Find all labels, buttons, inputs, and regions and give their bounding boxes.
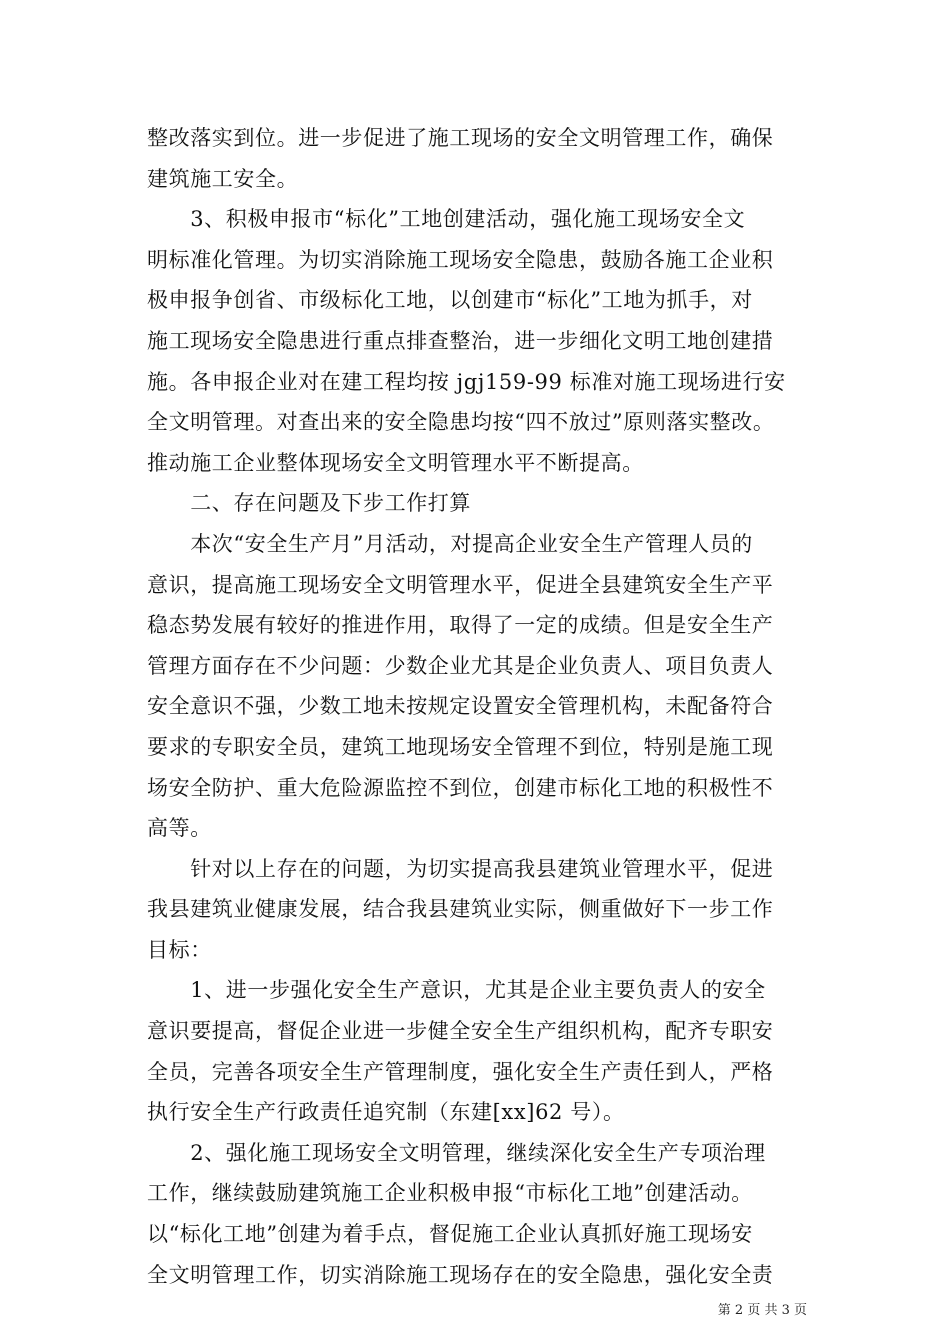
text-line: 施工现场安全隐患进行重点排查整治，进一步细化文明工地创建措 [147, 328, 774, 353]
text-line: 目标： [147, 937, 212, 962]
text-line: 高等。 [147, 816, 212, 841]
text-line: 要求的专职安全员，建筑工地现场安全管理不到位，特别是施工现 [147, 734, 774, 759]
text-line: 安全意识不强，少数工地未按规定设置安全管理机构，未配备符合 [147, 694, 774, 719]
text-line: 全文明管理工作，切实消除施工现场存在的安全隐患，强化安全责 [147, 1262, 774, 1287]
text-line: 3、积极申报市“标化”工地创建活动，强化施工现场安全文 [147, 207, 746, 232]
section-heading: 二、存在问题及下步工作打算 [147, 491, 471, 516]
text-line: 意识要提高，督促企业进一步健全安全生产组织机构，配齐专职安 [147, 1019, 774, 1044]
text-line: 工作，继续鼓励建筑施工企业积极申报“市标化工地”创建活动。 [147, 1181, 753, 1206]
text-line: 2、强化施工现场安全文明管理，继续深化安全生产专项治理 [147, 1140, 766, 1165]
text-line: 施。各申报企业对在建工程均按 jgj159-99 标准对施工现场进行安 [147, 369, 786, 394]
text-line: 全文明管理。对查出来的安全隐患均按“四不放过”原则落实整改。 [147, 410, 775, 435]
text-line: 执行安全生产行政责任追究制（东建[xx]62 号）。 [147, 1100, 625, 1125]
text-line: 管理方面存在不少问题：少数企业尤其是企业负责人、项目负责人 [147, 653, 774, 678]
text-line: 极申报争创省、市级标化工地，以创建市“标化”工地为抓手，对 [147, 288, 753, 313]
text-line: 本次“安全生产月”月活动，对提高企业安全生产管理人员的 [147, 531, 753, 556]
text-line: 全员，完善各项安全生产管理制度，强化安全生产责任到人，严格 [147, 1059, 774, 1084]
text-line: 1、进一步强化安全生产意识，尤其是企业主要负责人的安全 [147, 978, 766, 1003]
text-line: 明标准化管理。为切实消除施工现场安全隐患，鼓励各施工企业积 [147, 247, 774, 272]
text-line: 我县建筑业健康发展，结合我县建筑业实际，侧重做好下一步工作 [147, 897, 774, 922]
text-line: 建筑施工安全。 [147, 166, 299, 191]
text-line: 整改落实到位。进一步促进了施工现场的安全文明管理工作，确保 [147, 126, 774, 150]
text-line: 稳态势发展有较好的推进作用，取得了一定的成绩。但是安全生产 [147, 613, 774, 638]
text-line: 意识，提高施工现场安全文明管理水平，促进全县建筑安全生产平 [147, 572, 774, 597]
text-line: 针对以上存在的问题，为切实提高我县建筑业管理水平，促进 [147, 856, 774, 881]
text-line: 推动施工企业整体现场安全文明管理水平不断提高。 [147, 450, 644, 475]
body-text [147, 118, 807, 1295]
text-line: 以“标化工地”创建为着手点，督促施工企业认真抓好施工现场安 [147, 1222, 753, 1247]
text-line: 场安全防护、重大危险源监控不到位，创建市标化工地的积极性不 [147, 775, 774, 800]
page-number-footer: 第 2 页 共 3 页 [717, 1303, 807, 1318]
